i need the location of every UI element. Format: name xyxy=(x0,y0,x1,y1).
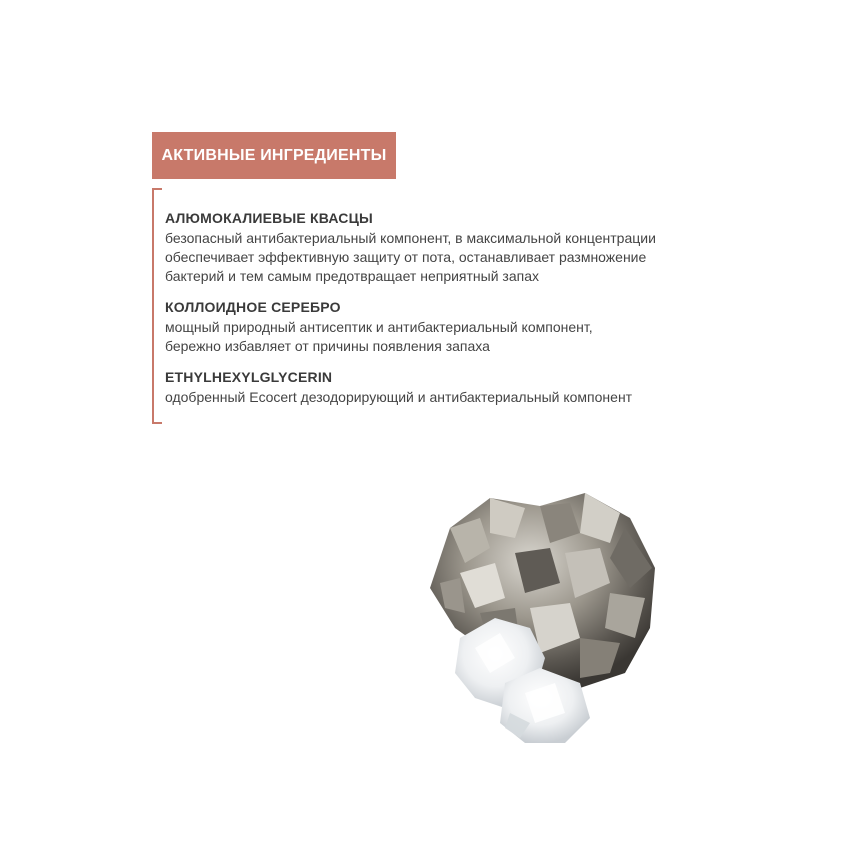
bracket-decoration xyxy=(152,188,162,424)
ingredient-description xyxy=(165,318,725,356)
ingredient-name: КОЛЛОИДНОЕ СЕРЕБРО xyxy=(165,299,341,315)
mineral-crystals-image xyxy=(420,488,670,748)
ingredient-item xyxy=(165,207,725,286)
description-line: бережно избавляет от причины появления запаха xyxy=(165,338,490,354)
ingredient-item xyxy=(165,366,725,407)
ingredient-list xyxy=(165,207,725,417)
section-title: АКТИВНЫЕ ИНГРЕДИЕНТЫ xyxy=(161,146,387,164)
ingredient-name: АЛЮМОКАЛИЕВЫЕ КВАСЦЫ xyxy=(165,210,373,226)
description-line: одобренный Ecocert дезодорирующий и антибактериальный компонент xyxy=(165,389,633,405)
description-line: безопасный антибактериальный компонент, в максимальной концентрации xyxy=(165,230,656,246)
description-line: мощный природный антисептик и антибактериальный компонент, xyxy=(165,319,593,335)
description-line: обеспечивает эффективную защиту от пота, останавливает размножение xyxy=(165,249,647,265)
ingredient-description xyxy=(165,388,725,407)
ingredient-description xyxy=(165,229,725,286)
description-line: бактерий и тем самым предотвращает неприятный запах xyxy=(165,268,539,284)
ingredient-item xyxy=(165,296,725,356)
section-title-banner xyxy=(152,132,396,179)
ingredient-name: ETHYLHEXYLGLYCERIN xyxy=(165,369,333,385)
